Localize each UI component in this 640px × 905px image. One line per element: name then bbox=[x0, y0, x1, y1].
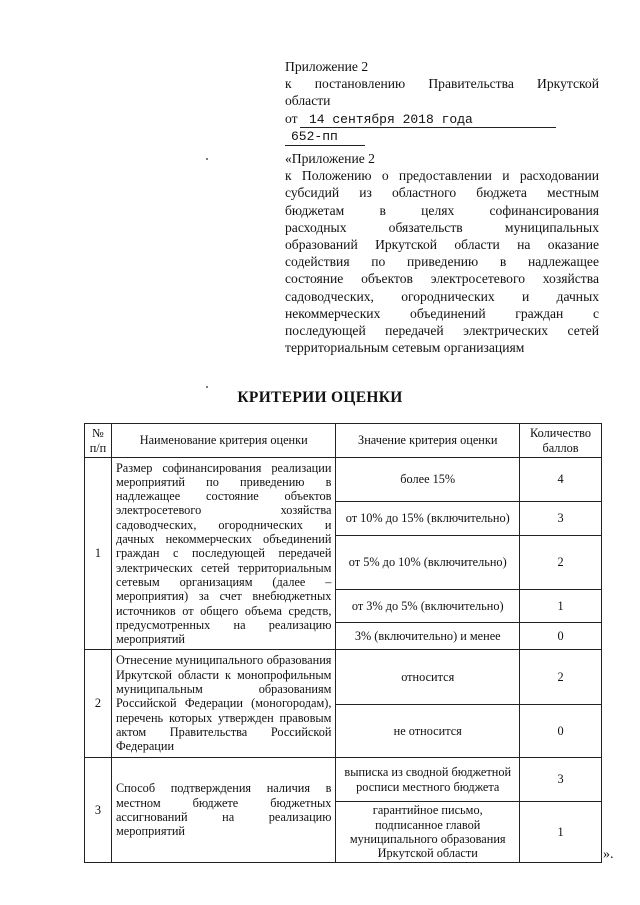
header-appendix: Приложение 2 bbox=[285, 59, 369, 74]
quote-line: бюджетам в целях софинансирования bbox=[285, 202, 599, 218]
header-date: 14 сентября 2018 года bbox=[308, 111, 473, 127]
criterion-points: 3 bbox=[520, 502, 602, 536]
criterion-points: 0 bbox=[520, 705, 602, 758]
date-underline bbox=[300, 127, 556, 128]
header-date-line bbox=[285, 110, 599, 128]
criterion-points: 4 bbox=[520, 458, 602, 502]
criterion-num: 3 bbox=[85, 758, 112, 863]
header-number: 652-пп bbox=[291, 128, 338, 144]
criterion-name: Способ подтверждения наличия в местном бюджете бюджетных ассигнований на реализацию мероприятий bbox=[111, 758, 335, 863]
quote-line: некоммерческих объединений граждан с bbox=[285, 305, 599, 321]
criterion-value: от 3% до 5% (включительно) bbox=[336, 590, 520, 623]
criterion-name: Размер софинансирования реализации мероприятий по приведению в надлежащее состояние объектов электросетевого хозяйства садоводческих, огороднических и дачных некоммерческих объединений граждан с последующей передачей электрических сетей территориальным сетевым организациям (далее – мероприятия) за счет внебюджетных источников от общего объема средств, предусмотренных на реализацию мероприятий bbox=[111, 458, 335, 650]
criterion-points: 3 bbox=[520, 758, 602, 802]
criterion-value: 3% (включительно) и менее bbox=[336, 623, 520, 650]
header-value: Значение критерия оценки bbox=[336, 424, 520, 458]
criterion-points: 0 bbox=[520, 623, 602, 650]
criterion-value: не относится bbox=[336, 705, 520, 758]
criterion-num: 1 bbox=[85, 458, 112, 650]
table-header-row bbox=[85, 424, 602, 458]
number-underline bbox=[285, 145, 365, 146]
criterion-num: 2 bbox=[85, 650, 112, 758]
criterion-value: от 5% до 10% (включительно) bbox=[336, 536, 520, 590]
criterion-value: более 15% bbox=[336, 458, 520, 502]
quote-block bbox=[285, 150, 599, 356]
quote-line: образований Иркутской области на оказание bbox=[285, 237, 599, 253]
header-from: от bbox=[285, 110, 298, 126]
header-block bbox=[285, 58, 599, 145]
criterion-value: относится bbox=[336, 650, 520, 705]
quote-line: расходных обязательств муниципальных bbox=[285, 219, 599, 235]
criterion-points: 1 bbox=[520, 590, 602, 623]
header-to-resolution: к постановлению Правительства Иркутской bbox=[285, 76, 599, 92]
scan-speck bbox=[206, 158, 208, 160]
closing-quote: ». bbox=[603, 847, 614, 862]
quote-line: территориальным сетевым организациям bbox=[285, 340, 525, 356]
criteria-table bbox=[84, 423, 602, 863]
quote-line: содействия по приведению в надлежащее bbox=[285, 254, 599, 270]
quote-line: субсидий из областного бюджета местным bbox=[285, 185, 599, 201]
quote-title: «Приложение 2 bbox=[285, 151, 375, 166]
header-region: области bbox=[285, 93, 331, 109]
criterion-value: от 10% до 15% (включительно) bbox=[336, 502, 520, 536]
table-row bbox=[85, 650, 602, 705]
table-row bbox=[85, 758, 602, 802]
criterion-points: 2 bbox=[520, 650, 602, 705]
quote-line: состояние объектов электросетевого хозяйства bbox=[285, 271, 599, 287]
document-title: КРИТЕРИИ ОЦЕНКИ bbox=[237, 389, 403, 406]
table-row bbox=[85, 458, 602, 502]
criterion-points: 2 bbox=[520, 536, 602, 590]
header-points: Количество баллов bbox=[520, 424, 602, 458]
criterion-value: гарантийное письмо, подписанное главой муниципального образования Иркутской области bbox=[336, 802, 520, 863]
quote-line: садоводческих, огороднических и дачных bbox=[285, 288, 599, 304]
quote-line: к Положению о предоставлении и расходовании bbox=[285, 168, 599, 184]
header-num: № п/п bbox=[85, 424, 112, 458]
criterion-value: выписка из сводной бюджетной росписи местного бюджета bbox=[336, 758, 520, 802]
quote-line: последующей передачей электрических сетей bbox=[285, 323, 599, 339]
header-name: Наименование критерия оценки bbox=[111, 424, 335, 458]
criterion-points: 1 bbox=[520, 802, 602, 863]
scan-speck bbox=[206, 386, 208, 388]
criterion-name: Отнесение муниципального образования Иркутской области к монопрофильным муниципальным образованиям Российской Федерации (моногородам), перечень которых утвержден правовым актом Правительства Российской Федерации bbox=[111, 650, 335, 758]
